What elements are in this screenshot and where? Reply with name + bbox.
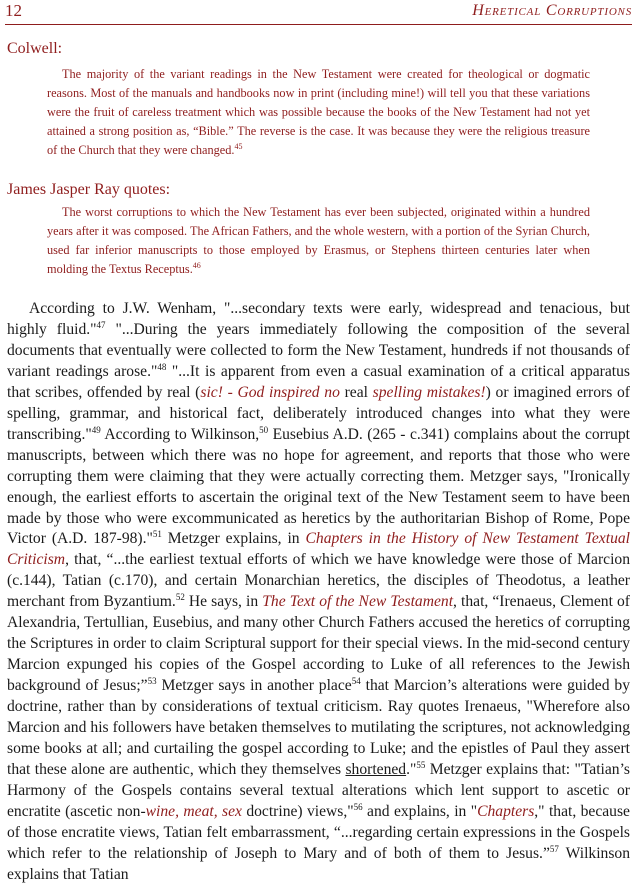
block-quote-text: The worst corruptions to which the New Testament has ever been subjected, originated within a hundred years after it was composed. The African Fathers, and the whole western, with a portion of the Syrian Church, used far inferior manuscripts to those employed by Erasmus, or Stephens thirteen centuries later when molding the Textus Receptus. (47, 205, 590, 276)
footnote-ref: 50 (259, 424, 269, 435)
footnote-ref: 55 (416, 759, 426, 770)
text-run: , that, “...the earliest textual efforts of which we have knowledge were those of Marcion (c.144), Tatian (c.170), and certain Monarchian heretics, the disciples of Theodotus, a leather merchant from Byzantium. (7, 551, 630, 611)
text-run: According to J.W. Wenham, "...secondary texts were early, widespread and tenacious, but highly fluid." (7, 300, 630, 338)
block-quote-ray (47, 203, 590, 279)
text-run: "...It is apparent from even a casual examination of a critical apparatus that scribes, offended by real ( (7, 362, 630, 401)
emphasis-text: spelling mistakes! (372, 383, 486, 401)
footnote-ref: 54 (351, 675, 361, 686)
text-run: ," that, because of those encratite views, Tatian felt embarrassment, “...regarding certain expressions in the Gospels which refer to the relationship of Joseph to Mary and of both of them to Jesus.” (7, 802, 630, 862)
block-quote-colwell (47, 65, 590, 160)
emphasis-text: wine, meat, sex (145, 802, 242, 820)
footnote-ref: 47 (96, 319, 106, 330)
footnote-ref: 46 (192, 260, 201, 270)
footnote-ref: 51 (152, 529, 162, 540)
running-title: Heretical Corruptions (472, 2, 632, 19)
footnote-ref: 57 (549, 843, 559, 854)
footnote-ref: 56 (353, 801, 363, 812)
block-quote-text: The majority of the variant readings in the New Testament were created for theological or dogmatic reasons. Most of the manuals and handbooks now in print (including mine!) will tell you that these variations were the fruit of careless treatment which was possible because the books of the New Testament had not yet attained a strong position as, “Bible.” The reverse is the case. It was because they were the religious treasure of the Church that they were changed. (47, 67, 590, 157)
text-run: doctrine) views," (241, 802, 354, 820)
running-head (5, 1, 632, 23)
text-run: that Marcion’s alterations were guided by doctrine, rather than by considerations of textual criticism. Ray quotes Irenaeus, "Wherefore also Marcion and his followers have betaken themselves to mutilating the scriptures, not acknowledging some books at all; and curtailing the gospel according to Luke; and the epistles of Paul they assert that these alone are authentic, which they themselves (7, 677, 631, 778)
text-run: He says, in (184, 593, 263, 611)
book-title: Chapters (477, 802, 535, 820)
text-run: , that, “Irenaeus, Clement of Alexandria, Tertullian, Eusebius, and many other Church Fathers accused the heretics of corrupting the Scriptures in order to claim Scriptural support for their special views. In the mid-second century Marcion expunged his copies of the Gospel according to Luke of all references to the Jewish background of Jesus;” (7, 593, 630, 695)
footnote-ref: 52 (175, 592, 185, 603)
body-paragraph (7, 299, 630, 886)
text-run: According to Wilkinson, (100, 425, 260, 443)
text-run: ." (406, 760, 417, 778)
quote-attribution-ray: James Jasper Ray quotes: (7, 181, 171, 198)
emphasis-text: sic! - God inspired no (200, 383, 340, 401)
underlined-text: shortened (345, 760, 407, 778)
footnote-ref: 49 (91, 424, 101, 435)
header-rule (5, 24, 632, 25)
text-run: ) or imagined errors of spelling, grammar, and historical fact, deliberately introduced changes into what they were transcribing." (7, 383, 631, 443)
text-run: Metzger says in another place (156, 677, 352, 695)
text-run: Metzger explains that: "Tatian’s Harmony of the Gospels contains several textual alterations which lent support to ascetic or encratite (ascetic non- (7, 760, 630, 820)
text-run: Wilkinson explains that Tatian (7, 844, 631, 883)
page-number: 12 (5, 1, 22, 20)
book-title: The Text of the New Testament (262, 593, 454, 611)
book-title: Chapters in the History of New Testament Textual Criticism (7, 530, 630, 569)
text-run: real (339, 383, 373, 401)
quote-attribution-colwell: Colwell: (7, 40, 63, 57)
text-run: Eusebius A.D. (265 - c.341) complains about the corrupt manuscripts, between which there was no hope for agreement, and reports that those who were corrupting them were claiming that they were actually correcting them. Metzger says, "Ironically enough, the earliest efforts to ascertain the original text of the New Testament seem to have been made by those who were excommunicated as heretics by the authoritarian Bishop of Rome, Pope Victor (A.D. 187-98)." (7, 425, 630, 548)
text-run: Metzger explains, in (161, 530, 306, 548)
text-run: "...During the years immediately following the composition of the several documents that eventually were collected to form the New Testament, hundreds if not thousands of variant readings arose." (7, 320, 631, 380)
text-run: and explains, in " (362, 802, 478, 820)
footnote-ref: 48 (157, 361, 167, 372)
footnote-ref: 53 (147, 675, 157, 686)
footnote-ref: 45 (234, 141, 243, 151)
